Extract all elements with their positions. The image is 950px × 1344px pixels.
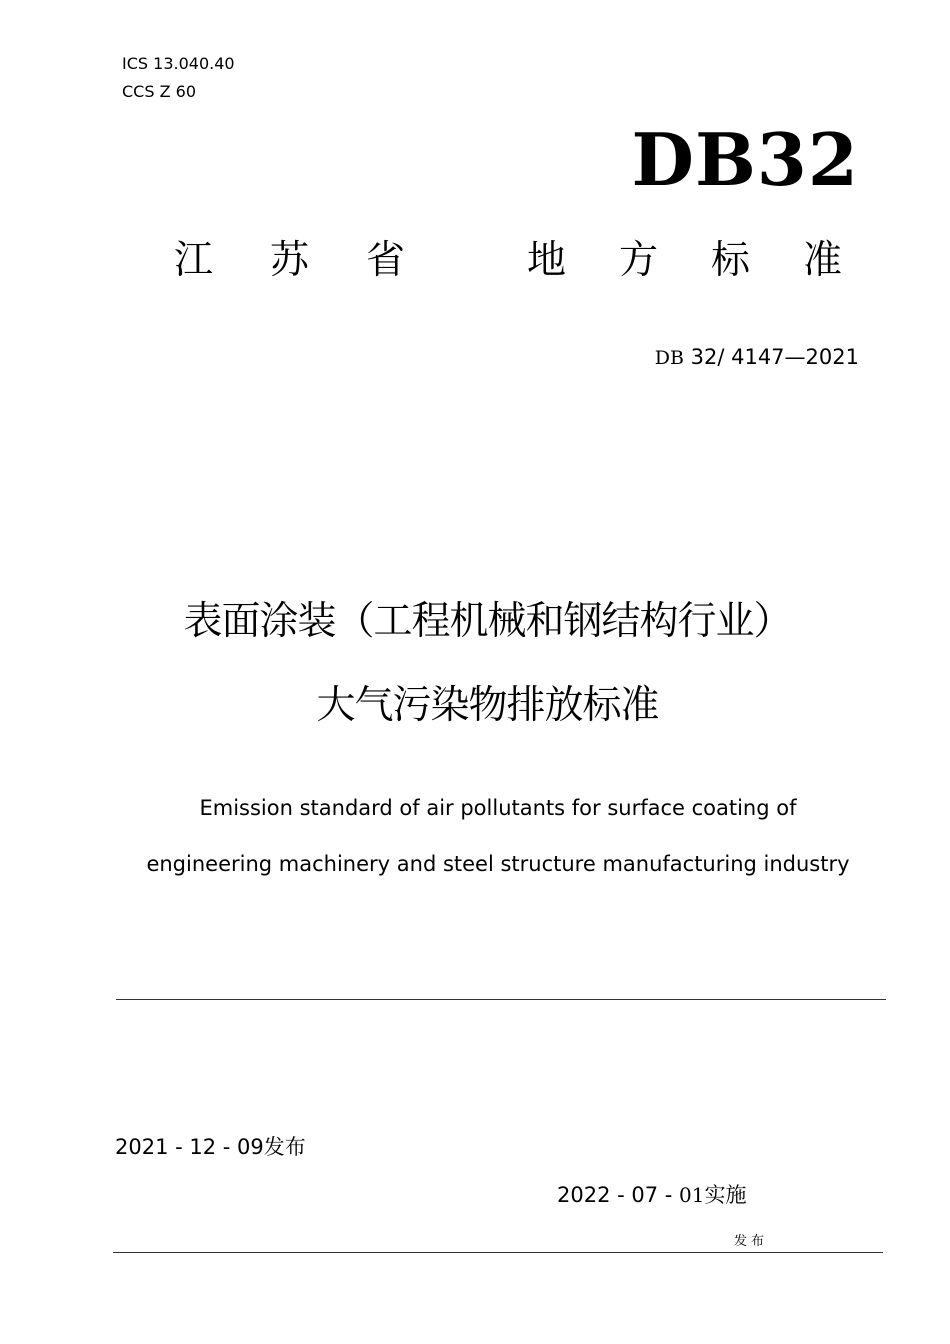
issue-date	[115, 1133, 306, 1161]
title-chinese-line-1: 表面涂装（工程机械和钢结构行业）	[183, 599, 792, 644]
title-english-line-2: engineering machinery and steel structure manufacturing industry	[146, 852, 850, 876]
issue-date-value: 2021 - 12 - 09	[115, 1135, 264, 1159]
ics-code: ICS 13.040.40	[122, 54, 235, 73]
province-name: 江苏省	[174, 238, 463, 283]
implement-label: 实施	[704, 1183, 747, 1207]
title-chinese-line-2: 大气污染物排放标准	[316, 683, 659, 728]
standard-number-prefix: DB	[654, 347, 684, 369]
standard-number	[655, 343, 859, 372]
implement-date-value: 2022 - 07 -	[557, 1183, 680, 1207]
implement-date-day: 01	[679, 1183, 705, 1207]
ccs-code: CCS Z 60	[122, 82, 196, 101]
standard-category: 地方标准	[527, 238, 896, 283]
implement-date	[557, 1181, 746, 1209]
divider-top	[116, 999, 886, 1000]
divider-bottom	[113, 1252, 883, 1253]
standard-number-value: 32/ 4147—2021	[683, 345, 859, 369]
standard-logo-code: DB32	[631, 117, 859, 202]
publisher-label: 发布	[734, 1234, 769, 1249]
issue-label: 发布	[263, 1135, 306, 1159]
title-english-line-1: Emission standard of air pollutants for surface coating of	[199, 796, 797, 820]
